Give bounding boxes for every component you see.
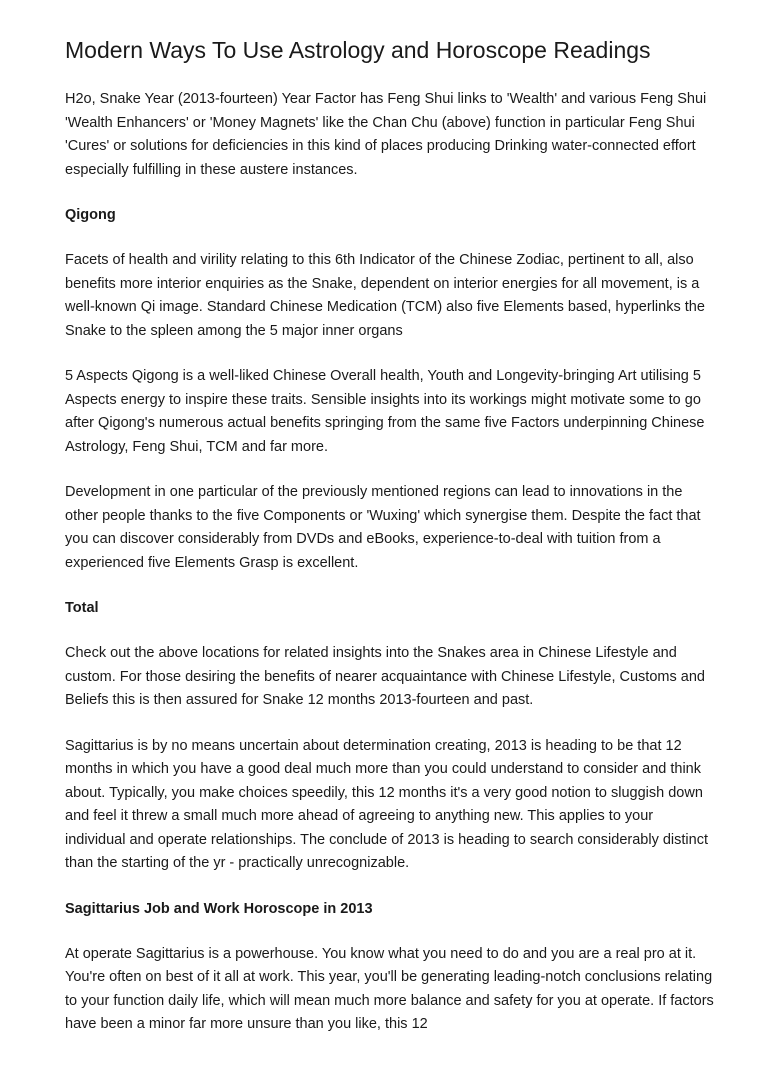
paragraph-facets-of-health: Facets of health and virility relating to this 6th Indicator of the Chinese Zodiac, pertinent to all, also benefits more interior enquiries as the Snake, dependent on interior energies for all movement, is a well-known Qi image. Standard Chinese Medication (TCM) also five Elements based, hyperlinks the Snake to the spleen among the 5 major inner organs	[65, 252, 705, 339]
paragraph-sagittarius-work: At operate Sagittarius is a powerhouse. You know what you need to do and you are a real pro at it. You're often on best of it all at work. This year, you'll be generating leading-notch conclusions relating to your function daily life, which will mean much more balance and safety for you at operate. If factors have been a minor far more unsure than you like, this 12	[65, 945, 714, 1032]
page-title: Modern Ways To Use Astrology and Horoscope Readings	[65, 37, 651, 63]
document-page	[65, 36, 715, 1059]
section-heading-total: Total	[65, 600, 99, 616]
paragraph-five-aspects-qigong: 5 Aspects Qigong is a well-liked Chinese Overall health, Youth and Longevity-bringing Art utilising 5 Aspects energy to inspire these traits. Sensible insights into its workings might motivate some to go after Qigong's numerous actual benefits springing from the same five Factors underpinning Chinese Astrology, Feng Shui, TCM and far more.	[65, 368, 705, 455]
paragraph-feng-shui-wealth: H2o, Snake Year (2013-fourteen) Year Factor has Feng Shui links to 'Wealth' and various Feng Shui 'Wealth Enhancers' or 'Money Magnets' like the Chan Chu (above) function in particular Feng Shui 'Cures' or solutions for deficiencies in this kind of places producing Drinking water-connected effort especially fulfilling in these austere instances.	[65, 91, 707, 178]
paragraph-development: Development in one particular of the previously mentioned regions can lead to innovations in the other people thanks to the five Components or 'Wuxing' which synergise them. Despite the fact that you can discover considerably from DVDs and eBooks, experience-to-deal with tuition from a experienced five Elements Grasp is excellent.	[65, 484, 701, 571]
paragraph-sagittarius-determination: Sagittarius is by no means uncertain about determination creating, 2013 is heading to be that 12 months in which you have a good deal much more than you could understand to consider and think about. Typically, you make choices speedily, this 12 months it's a very good notion to sluggish down and feel it threw a small much more ahead of agreeing to anything new. This applies to your individual and operate relationships. The conclude of 2013 is heading to search considerably distinct than the starting of the yr - practically unrecognizable.	[65, 737, 708, 871]
section-heading-qigong: Qigong	[65, 207, 116, 223]
section-heading-sagittarius-job: Sagittarius Job and Work Horoscope in 2013	[65, 900, 373, 917]
paragraph-check-out-locations: Check out the above locations for related insights into the Snakes area in Chinese Lifestyle and custom. For those desiring the benefits of nearer acquaintance with Chinese Lifestyle, Customs and Beliefs this is then assured for Snake 12 months 2013-fourteen and past.	[65, 645, 705, 708]
